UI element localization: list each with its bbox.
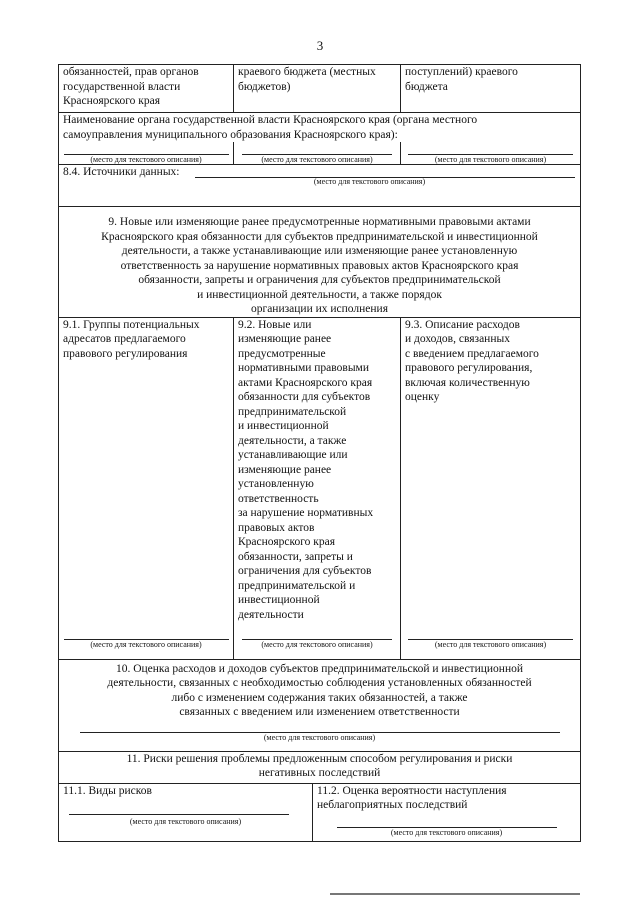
organ-col2-field: (место для текстового описания): [234, 142, 401, 165]
section9-title: 9. Новые или изменяющие ранее предусмотренные нормативными правовыми актами Красноярского края обязанности для субъектов предпринимательской и инвестиционной деятельности, а также устанавливающие или изменяющие ранее установленную ответственность за нарушение нормативных правовых актов Красноярского края обязанности, запреты и ограничения для субъектов предпринимательской и инвестиционной деятельности, а также порядок организации их исполнения: [59, 207, 581, 318]
organ-name: Наименование органа государственной власти Красноярского края (органа местного самоуправления муниципального образования Красноярского края):: [59, 113, 581, 143]
row-top-col1: обязанностей, прав органов государственной власти Красноярского края: [59, 65, 234, 113]
row-top-col2: краевого бюджета (местных бюджетов): [234, 65, 401, 113]
section-11-2: 11.2. Оценка вероятности наступления неблагоприятных последствий (место для текстового описания): [313, 784, 581, 842]
section-9-3: 9.3. Описание расходов и доходов, связанных с введением предлагаемого правового регулирования, включая количественную оценку: [401, 317, 581, 635]
section-9-2: 9.2. Новые или изменяющие ранее предусмотренные нормативными правовыми актами Красноярского края обязанности для субъектов предпринимательской и инвестиционной деятельности, а также устанавливающие или изменяющие ранее установленную ответственность за нарушение нормативных правовых актов Красноярского края обязанности, запреты и ограничения для субъектов предпринимательской и инвестиционной деятельности: [234, 317, 401, 635]
section11-title: 11. Риски решения проблемы предложенным способом регулирования и риски негативных последствий: [59, 751, 581, 783]
organ-col3-field: (место для текстового описания): [401, 142, 581, 165]
section-9-1: 9.1. Группы потенциальных адресатов предлагаемого правового регулирования: [59, 317, 234, 635]
data-sources: 8.4. Источники данных: (место для текстового описания): [59, 165, 581, 207]
section10-title: 10. Оценка расходов и доходов субъектов предпринимательской и инвестиционной деятельности, связанных с необходимостью соблюдения установленных обязанностей либо с изменением содержания таких обязанностей, а также связанных с введением или изменением ответственности: [107, 662, 532, 718]
sources-label: 8.4. Источники данных:: [63, 166, 180, 178]
s92-field: (место для текстового описания): [234, 635, 401, 659]
section10: 10. Оценка расходов и доходов субъектов предпринимательской и инвестиционной деятельности, связанных с необходимостью соблюдения установленных обязанностей либо с изменением содержания таких обязанностей, а также связанных с введением или изменением ответственности (место для текстового описания): [59, 659, 581, 751]
section-11-1: 11.1. Виды рисков (место для текстового описания): [59, 784, 313, 842]
page-number: 3: [316, 38, 324, 53]
document-table: [58, 64, 580, 842]
organ-col1-field: (место для текстового описания): [59, 142, 234, 165]
bottom-rule: [330, 893, 580, 895]
row-top-col3: поступлений) краевого бюджета: [401, 65, 581, 113]
s93-field: (место для текстового описания): [401, 635, 581, 659]
s91-field: (место для текстового описания): [59, 635, 234, 659]
